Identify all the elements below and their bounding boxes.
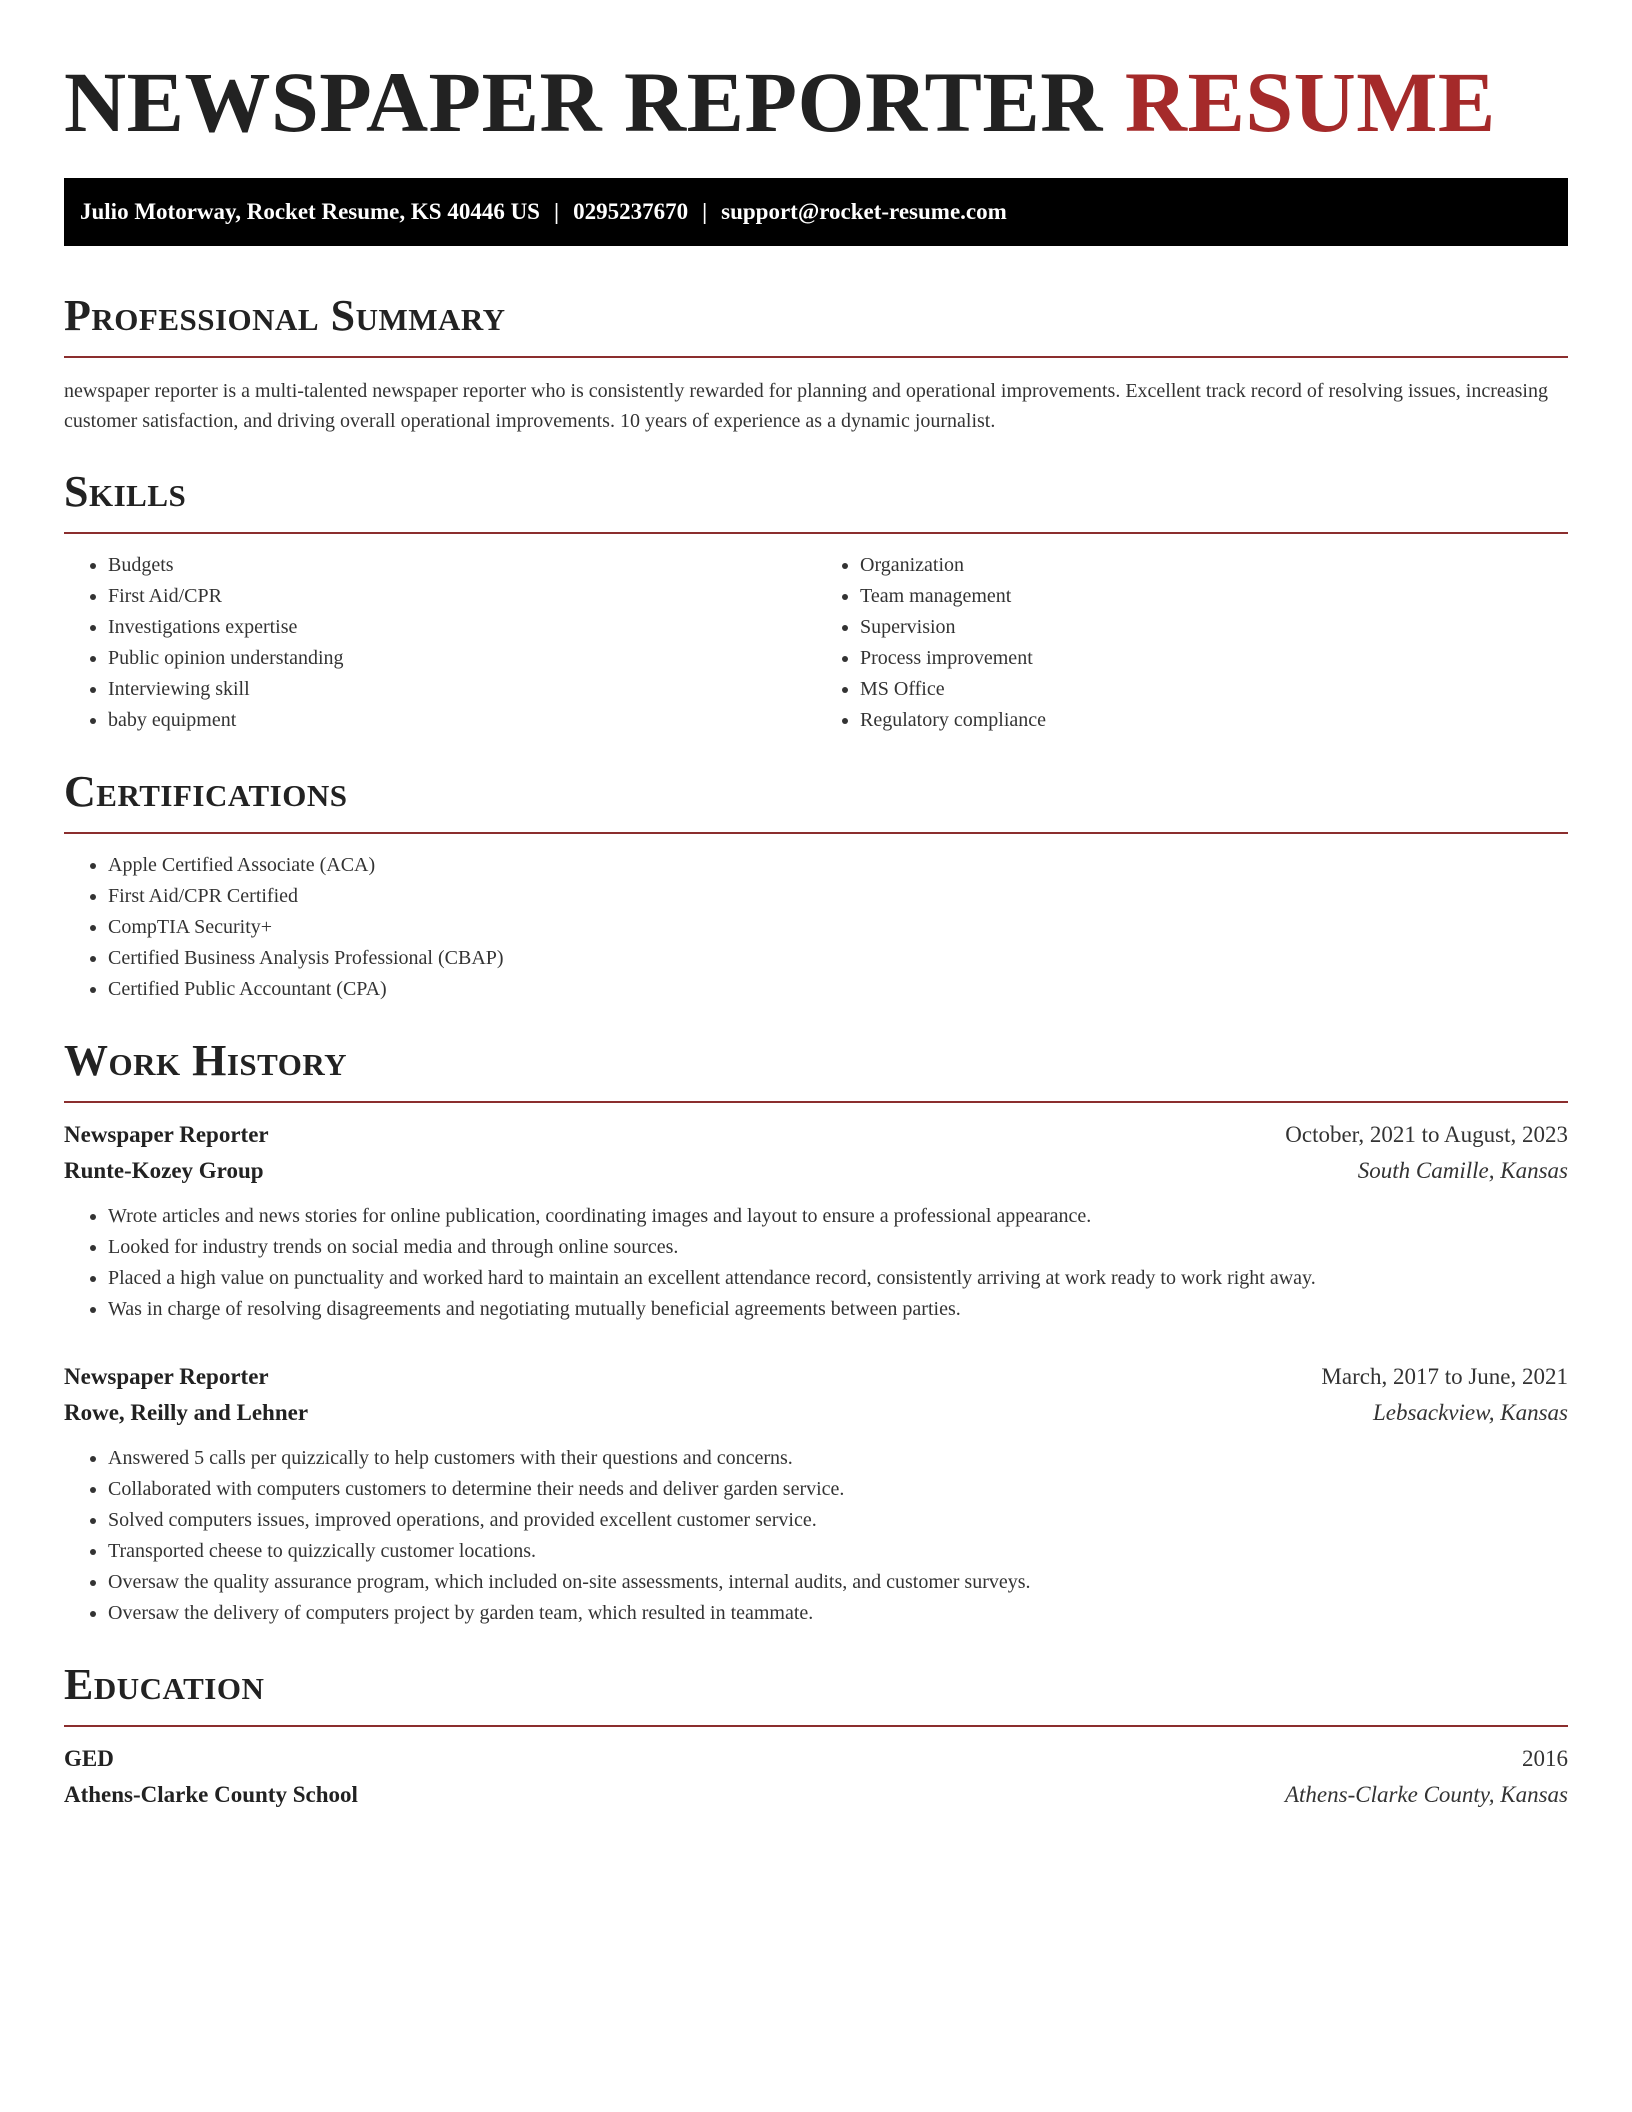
education-year: 2016 [1522,1746,1568,1771]
section-divider [64,1725,1568,1727]
skill-item: • Interviewing skill [108,674,816,705]
contact-separator: | [702,199,708,224]
title-accent: RESUME [1124,54,1496,150]
certifications-heading: Certifications [64,767,348,816]
title-main: NEWSPAPER REPORTER [64,54,1103,150]
summary-section [64,290,1568,436]
skill-item: • Regulatory compliance [860,705,1568,736]
skill-item: • Team management [860,581,1568,612]
job-location: Lebsackview, Kansas [1372,1400,1568,1425]
skill-item: • Process improvement [860,643,1568,674]
education-location: Athens-Clarke County, Kansas [1284,1782,1568,1807]
skills-section [64,466,1568,736]
job-duties-list [64,1201,1568,1325]
education-degree: GED [64,1746,114,1771]
skills-column-left [64,534,816,736]
skills-columns [64,534,1568,736]
education-entry [64,1741,1568,1813]
job-dates: March, 2017 to June, 2021 [1321,1364,1568,1389]
job-company-row [64,1153,1568,1189]
skill-item: • Investigations expertise [108,612,816,643]
work-history-section [64,1035,1568,1629]
certification-item: • Certified Public Accountant (CPA) [108,974,1568,1005]
job-title: Newspaper Reporter [64,1122,269,1147]
job-duty: • Answered 5 calls per quizzically to help customers with their questions and concerns. [108,1443,1568,1474]
job-title: Newspaper Reporter [64,1364,269,1389]
job-duty: • Wrote articles and news stories for online publication, coordinating images and layout to ensure a professional appearance. [108,1201,1568,1232]
summary-text: newspaper reporter is a multi-talented newspaper reporter who is consistently rewarded for planning and operational improvements. Excellent track record of resolving issues, increasing customer satisfaction, and driving overall operational improvements. 10 years of experience as a dynamic journalist. [64,380,1548,432]
education-heading: Education [64,1660,265,1709]
certifications-section [64,766,1568,1005]
job-duty: • Collaborated with computers customers to determine their needs and deliver garden service. [108,1474,1568,1505]
skills-list-right [816,550,1568,736]
skill-item: • MS Office [860,674,1568,705]
contact-separator: | [553,199,560,224]
skills-list-left [64,550,816,736]
skill-item: • First Aid/CPR [108,581,816,612]
job-duty: • Solved computers issues, improved operations, and provided excellent customer service. [108,1505,1568,1536]
skill-item: • Organization [860,550,1568,581]
job-company: Rowe, Reilly and Lehner [64,1400,309,1425]
job-duty: • Oversaw the delivery of computers project by garden team, which resulted in teammate. [108,1598,1568,1629]
section-divider [64,1101,1568,1103]
job-location: South Camille, Kansas [1357,1158,1568,1183]
skills-column-right [816,534,1568,736]
certification-item: • Apple Certified Associate (ACA) [108,850,1568,881]
section-divider [64,832,1568,834]
contact-bar [64,178,1568,246]
resume-title [64,52,1568,152]
skill-item: • Public opinion understanding [108,643,816,674]
contact-phone: 0295237670 [573,199,689,224]
job-duty: • Placed a high value on punctuality and worked hard to maintain an excellent attendance record, consistently arriving at work ready to work right away. [108,1263,1568,1294]
job-company-row [64,1395,1568,1431]
skills-heading: Skills [64,467,187,516]
education-school: Athens-Clarke County School [64,1782,358,1807]
job-header-row [64,1117,1568,1153]
certification-item: • CompTIA Security+ [108,912,1568,943]
job-duties-list [64,1443,1568,1629]
section-divider [64,356,1568,358]
education-degree-row [64,1741,1568,1777]
skill-item: • Budgets [108,550,816,581]
education-school-row [64,1777,1568,1813]
job-entry [64,1117,1568,1325]
certification-item: • First Aid/CPR Certified [108,881,1568,912]
education-section [64,1659,1568,1813]
job-duty: • Oversaw the quality assurance program, which included on-site assessments, internal audits, and customer surveys. [108,1567,1568,1598]
job-header-row [64,1359,1568,1395]
skill-item: • Supervision [860,612,1568,643]
job-dates: October, 2021 to August, 2023 [1285,1122,1568,1147]
job-company: Runte-Kozey Group [64,1158,264,1183]
job-duty: • Transported cheese to quizzically customer locations. [108,1536,1568,1567]
work-history-heading: Work History [64,1036,348,1085]
contact-email: support@rocket-resume.com [721,199,1007,224]
summary-heading: Professional Summary [64,291,506,340]
contact-address: Julio Motorway, Rocket Resume, KS 40446 US [80,199,540,224]
certification-item: • Certified Business Analysis Professional (CBAP) [108,943,1568,974]
certifications-list [64,850,1568,1005]
job-entry [64,1359,1568,1629]
skill-item: • baby equipment [108,705,816,736]
job-duty: • Was in charge of resolving disagreements and negotiating mutually beneficial agreements between parties. [108,1294,1568,1325]
job-duty: • Looked for industry trends on social media and through online sources. [108,1232,1568,1263]
